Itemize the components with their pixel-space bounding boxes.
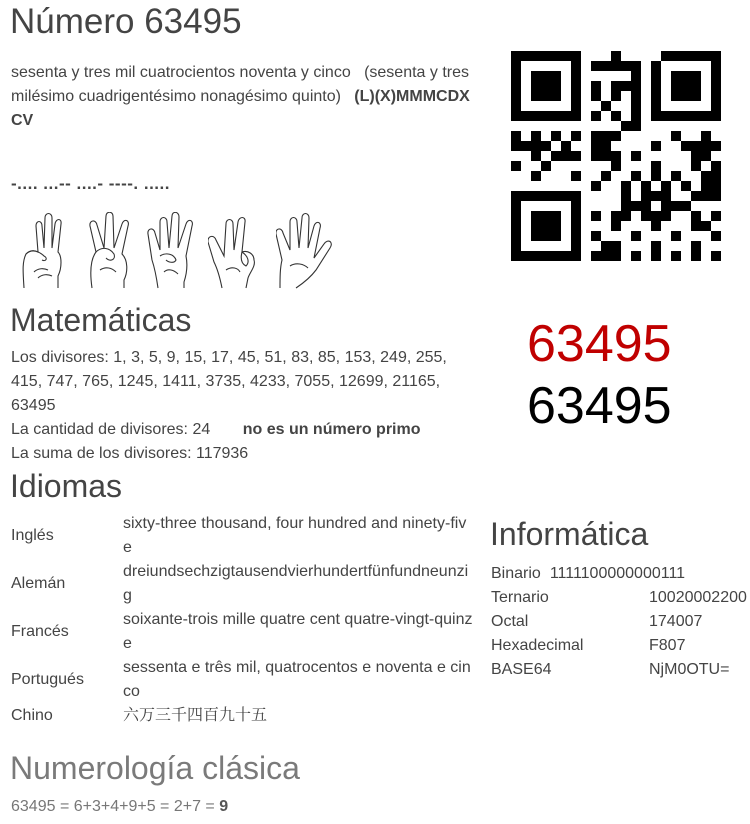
language-row (11, 560, 473, 608)
hex-label: Hexadecimal (491, 637, 584, 654)
divisors-list: 1, 3, 5, 9, 15, 17, 45, 51, 83, 85, 153, 249, 255, 415, 747, 765, 1245, 1411, 3735, 4233, 7055, 12699, 21165, 63495 (11, 349, 447, 414)
languages-heading: Idiomas (10, 468, 123, 504)
computing-heading: Informática (490, 516, 649, 552)
page-title: Número 63495 (10, 2, 242, 41)
number-display-red: 63495 (527, 315, 672, 373)
hand-sign-3-icon (84, 212, 140, 290)
numerology-heading: Numerología clásica (10, 750, 300, 786)
base64-value: NjM0OTU= (649, 661, 730, 678)
morse-code: -.... ...-- ....- ----. ..... (11, 174, 170, 193)
languages-table (11, 512, 473, 728)
hand-sign-5-icon (276, 212, 332, 290)
divisor-sum-line (11, 442, 461, 466)
divisor-sum-value: 117936 (195, 445, 249, 462)
roman-numeral: (L)(X)MMMCDX CV (11, 88, 470, 129)
language-text: soixante-trois mille quatre cent quatre-vingt-quinze (123, 611, 473, 652)
ternary-value: 10020002200 (649, 589, 747, 606)
numerology-expression: 63495 = 6+3+4+9+5 = 2+7 = (11, 798, 215, 815)
divisor-count-label: La cantidad de divisores: (11, 421, 188, 438)
number-in-words (11, 61, 481, 133)
math-heading: Matemáticas (10, 302, 192, 338)
language-row (11, 656, 473, 704)
language-name: Chino (11, 707, 53, 724)
hand-sign-4-icon (146, 212, 202, 290)
hand-sign-9-icon (208, 212, 264, 290)
language-text: 六万三千四百九十五 (123, 707, 268, 724)
ordinal-words: (sesenta y tres milésimo cuadrigentésimo nonagésimo quinto) (11, 64, 469, 105)
language-name: Portugués (11, 671, 84, 688)
divisor-count-value: 24 (192, 421, 211, 438)
numerology-line (11, 797, 228, 817)
sign-language-hands (14, 212, 344, 292)
divisors-label: Los divisores: (11, 349, 109, 366)
divisor-count-line (11, 418, 461, 442)
language-text: sixty-three thousand, four hundred and ninety-five (123, 515, 467, 556)
base64-row (491, 658, 747, 682)
prime-status: no es un número primo (242, 421, 421, 438)
language-name: Alemán (11, 575, 66, 592)
language-row (11, 608, 473, 656)
language-name: Inglés (11, 527, 54, 544)
octal-row (491, 610, 747, 634)
number-display-black: 63495 (527, 377, 672, 435)
hex-value: F807 (649, 637, 686, 654)
spanish-words: sesenta y tres mil cuatrocientos noventa y cinco (11, 64, 351, 81)
qr-code-icon (511, 51, 721, 261)
language-row (11, 704, 473, 728)
binary-label: Binario (491, 565, 541, 582)
divisor-sum-label: La suma de los divisores: (11, 445, 192, 462)
hex-row (491, 634, 747, 658)
divisors-line (11, 346, 461, 418)
language-name: Francés (11, 623, 69, 640)
binary-row (491, 562, 747, 586)
octal-label: Octal (491, 613, 529, 630)
ternary-label: Ternario (491, 589, 549, 606)
language-text: sessenta e três mil, quatrocentos e noventa e cinco (123, 659, 471, 700)
math-section (11, 346, 461, 466)
base64-label: BASE64 (491, 661, 552, 678)
hand-sign-6-icon (18, 212, 74, 290)
language-row (11, 512, 473, 560)
numerology-result: 9 (219, 798, 229, 815)
binary-value: 1111100000000111 (549, 565, 686, 582)
computing-section (491, 562, 747, 682)
language-text: dreiundsechzigtausendvierhundertfünfundneunzig (123, 563, 469, 604)
ternary-row (491, 586, 747, 610)
octal-value: 174007 (649, 613, 703, 630)
